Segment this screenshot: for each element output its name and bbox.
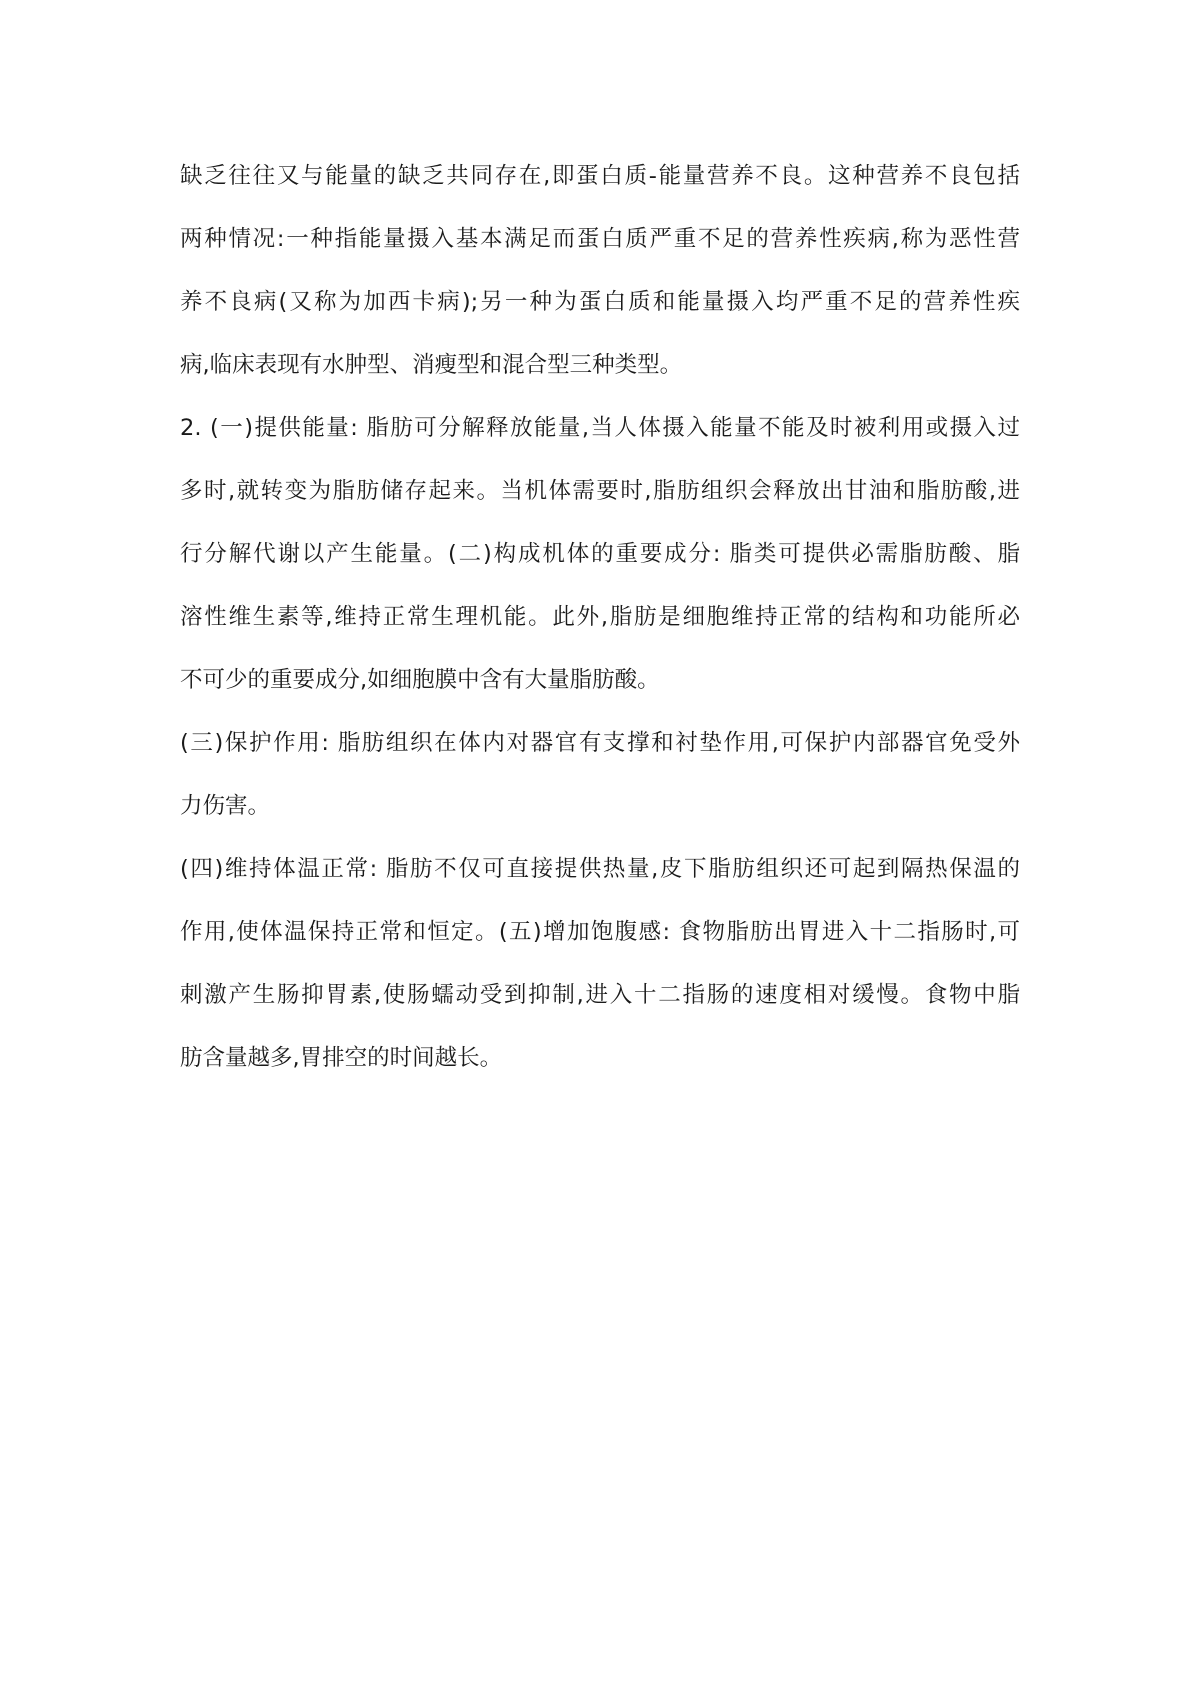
text-line: 病,临床表现有水肿型、消瘦型和混合型三种类型。 xyxy=(180,352,683,378)
text-line: 不可少的重要成分,如细胞膜中含有大量脂肪酸。 xyxy=(180,667,660,693)
text-line: 溶性维生素等,维持正常生理机能。此外,脂肪是细胞维持正常的结构和功能所必 xyxy=(180,604,1020,630)
text-line: 养不良病(又称为加西卡病);另一种为蛋白质和能量摄入均严重不足的营养性疾 xyxy=(180,289,1020,315)
text-line: 作用,使体温保持正常和恒定。(五)增加饱腹感: 食物脂肪出胃进入十二指肠时,可 xyxy=(180,919,1020,945)
text-line: 2. (一)提供能量: 脂肪可分解释放能量,当人体摄入能量不能及时被利用或摄入过 xyxy=(180,415,1020,441)
body-text xyxy=(180,152,1020,1097)
text-line: 行分解代谢以产生能量。(二)构成机体的重要成分: 脂类可提供必需脂肪酸、脂 xyxy=(180,541,1020,567)
text-line: 两种情况:一种指能量摄入基本满足而蛋白质严重不足的营养性疾病,称为恶性营 xyxy=(180,226,1020,252)
text-line: 刺激产生肠抑胃素,使肠蠕动受到抑制,进入十二指肠的速度相对缓慢。食物中脂 xyxy=(180,982,1020,1008)
text-line: 力伤害。 xyxy=(180,793,271,819)
text-line: 多时,就转变为脂肪储存起来。当机体需要时,脂肪组织会释放出甘油和脂肪酸,进 xyxy=(180,478,1020,504)
text-line: (四)维持体温正常: 脂肪不仅可直接提供热量,皮下脂肪组织还可起到隔热保温的 xyxy=(180,856,1020,882)
text-line: (三)保护作用: 脂肪组织在体内对器官有支撑和衬垫作用,可保护内部器官免受外 xyxy=(180,730,1020,756)
text-line: 缺乏往往又与能量的缺乏共同存在,即蛋白质-能量营养不良。这种营养不良包括 xyxy=(180,163,1020,189)
text-line: 肪含量越多,胃排空的时间越长。 xyxy=(180,1045,503,1071)
